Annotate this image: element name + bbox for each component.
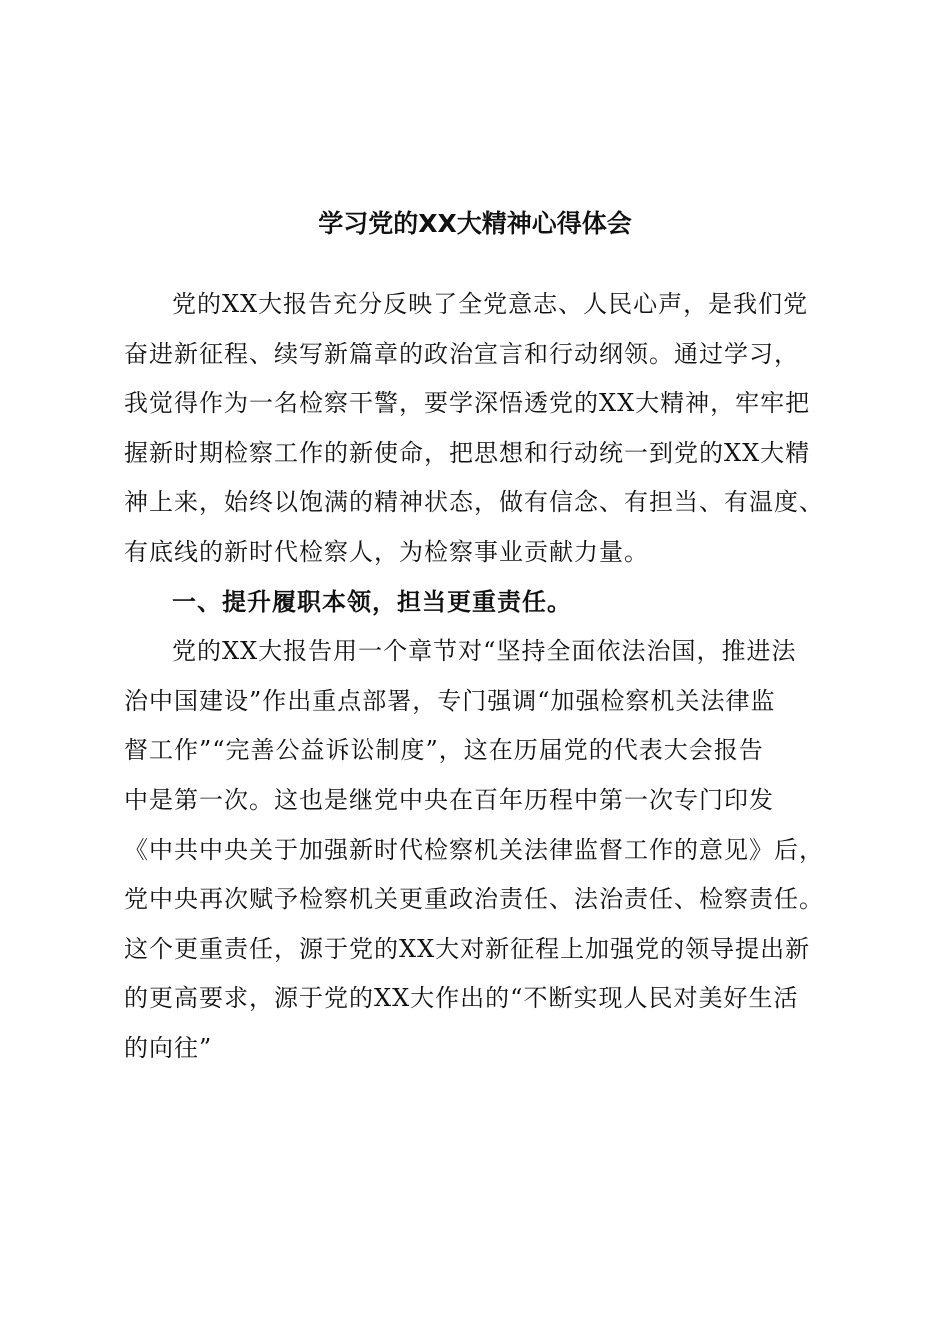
paragraph-2-line-5: 《中共中央关于加强新时代检察机关法律监督工作的意见》后， — [124, 835, 824, 864]
paragraph-2-line-7: 这个更重责任，源于党的XX大对新征程上加强党的领导提出新 — [124, 934, 811, 963]
document-title: 学习党的XX大精神心得体会 — [318, 209, 632, 238]
paragraph-2-line-9: 的向往” — [124, 1033, 213, 1062]
paragraph-2-line-4: 中是第一次。这也是继党中央在百年历程中第一次专门印发 — [124, 785, 774, 814]
paragraph-2-line-8: 的更高要求，源于党的XX大作出的“不断实现人民对美好生活 — [124, 984, 799, 1013]
section-heading-1: 一、提升履职本领，担当更重责任。 — [172, 587, 572, 616]
paragraph-2-line-3: 督工作”“完善公益诉讼制度”，这在历届党的代表大会报告 — [124, 736, 764, 765]
paragraph-1-line-4: 握新时期检察工作的新使命，把思想和行动统一到党的XX大精 — [124, 438, 811, 467]
paragraph-2-line-6: 党中央再次赋予检察机关更重政治责任、法治责任、检察责任。 — [124, 885, 824, 914]
paragraph-1-line-5: 神上来，始终以饱满的精神状态，做有信念、有担当、有温度、 — [124, 488, 824, 517]
paragraph-2-line-1: 党的XX大报告用一个章节对“坚持全面依法治国，推进法 — [172, 637, 797, 666]
paragraph-2-line-2: 治中国建设”作出重点部署，专门强调“加强检察机关法律监 — [124, 686, 776, 715]
paragraph-1-line-2: 奋进新征程、续写新篇章的政治宣言和行动纲领。通过学习， — [124, 339, 799, 368]
paragraph-1-line-3: 我觉得作为一名检察干警，要学深悟透党的XX大精神，牢牢把 — [124, 389, 811, 418]
paragraph-1-line-1: 党的XX大报告充分反映了全党意志、人民心声，是我们党 — [172, 290, 809, 318]
paragraph-1-line-6: 有底线的新时代检察人，为检察事业贡献力量。 — [124, 537, 649, 566]
document-body — [124, 286, 844, 1080]
